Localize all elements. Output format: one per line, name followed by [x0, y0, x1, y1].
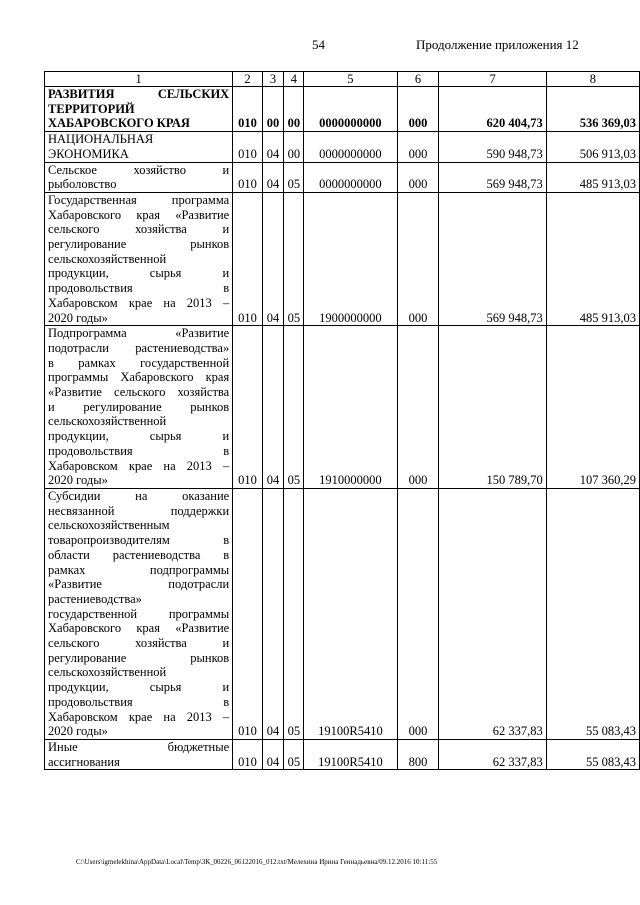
table-row [45, 87, 640, 132]
row-name-line: продовольствия в [48, 443, 230, 458]
expense-type-cell: 800 [397, 739, 439, 769]
row-name-line: Хабаровском крае на 2013 – [48, 295, 230, 310]
row-name-line: рамках подпрограммы [48, 562, 230, 577]
table-row [45, 739, 640, 769]
row-name-line: Хабаровском крае на 2013 – [48, 458, 230, 473]
row-name-line: регулирование рынков [48, 237, 230, 252]
row-name-cell [45, 87, 233, 132]
subsection-code-cell: 05 [284, 192, 304, 325]
table-row [45, 132, 640, 162]
table-row [45, 192, 640, 325]
amount-cell: 485 913,03 [546, 162, 639, 192]
row-name-line: области растениеводства в [48, 547, 230, 562]
row-name-cell [45, 192, 233, 325]
subsection-code-cell: 05 [284, 162, 304, 192]
row-name-line: РАЗВИТИЯ СЕЛЬСКИХ [48, 87, 230, 101]
row-name-line: продукции, сырья и [48, 266, 230, 281]
admin-code-cell: 010 [233, 739, 263, 769]
amount-cell: 485 913,03 [546, 192, 639, 325]
appendix-label: Продолжение приложения 12 [416, 37, 579, 52]
target-article-cell: 1910000000 [304, 326, 397, 489]
amount-cell: 569 948,73 [439, 192, 546, 325]
row-name-line: «Развитие сельского хозяйства [48, 385, 230, 400]
target-article-cell: 0000000000 [304, 132, 397, 162]
row-name-line: сельскохозяйственной [48, 665, 167, 680]
section-code-cell: 04 [262, 739, 284, 769]
amount-cell: 62 337,83 [439, 739, 546, 769]
row-name-line: сельскохозяйственной [48, 414, 167, 429]
row-name-line: продовольствия в [48, 694, 230, 709]
amount-cell: 150 789,70 [439, 326, 546, 489]
table-row [45, 326, 640, 489]
row-name-line: Сельское хозяйство и [48, 162, 230, 177]
row-name-line: Субсидии на оказание [48, 488, 230, 503]
amount-cell: 55 083,43 [546, 488, 639, 739]
amount-cell: 55 083,43 [546, 739, 639, 769]
row-name-line: Иные бюджетные [48, 739, 230, 754]
row-name-cell [45, 739, 233, 769]
section-code-cell: 04 [262, 326, 284, 489]
row-name-cell [45, 132, 233, 162]
subsection-code-cell: 00 [284, 87, 304, 132]
target-article-cell: 19100R5410 [304, 488, 397, 739]
row-name-line: Хабаровском крае на 2013 – [48, 709, 230, 724]
row-name-line: сельскохозяйственной [48, 251, 167, 266]
table-header-row [45, 72, 640, 87]
section-code-cell: 04 [262, 162, 284, 192]
column-header: 5 [304, 72, 397, 87]
column-header: 7 [439, 72, 546, 87]
subsection-code-cell: 05 [284, 488, 304, 739]
admin-code-cell: 010 [233, 87, 263, 132]
row-name-line: 2020 годы» [48, 310, 108, 325]
subsection-code-cell: 05 [284, 739, 304, 769]
row-name-line: товаропроизводителям в [48, 533, 230, 548]
column-header: 1 [45, 72, 233, 87]
table-row [45, 162, 640, 192]
column-header: 2 [233, 72, 263, 87]
amount-cell: 536 369,03 [546, 87, 639, 132]
row-name-line: 2020 годы» [48, 473, 108, 488]
row-name-line: «Развитие подотрасли [48, 577, 230, 592]
column-header: 6 [397, 72, 439, 87]
amount-cell: 62 337,83 [439, 488, 546, 739]
row-name-line: сельского хозяйства и [48, 636, 230, 651]
admin-code-cell: 010 [233, 326, 263, 489]
column-header: 3 [262, 72, 284, 87]
column-header: 8 [546, 72, 639, 87]
row-name-line: продукции, сырья и [48, 429, 230, 444]
row-name-line: ЭКОНОМИКА [48, 146, 129, 161]
target-article-cell: 1900000000 [304, 192, 397, 325]
amount-cell: 506 913,03 [546, 132, 639, 162]
subsection-code-cell: 05 [284, 326, 304, 489]
row-name-line: сельскохозяйственным [48, 518, 170, 533]
expense-type-cell: 000 [397, 192, 439, 325]
row-name-line: государственной программы [48, 606, 230, 621]
row-name-line: регулирование рынков [48, 650, 230, 665]
target-article-cell: 19100R5410 [304, 739, 397, 769]
expense-type-cell: 000 [397, 132, 439, 162]
target-article-cell: 0000000000 [304, 162, 397, 192]
row-name-line: в рамках государственной [48, 355, 230, 370]
row-name-cell [45, 162, 233, 192]
row-name-line: программы Хабаровского края [48, 370, 230, 385]
row-name-line: ХАБАРОВСКОГО КРАЯ [48, 116, 190, 131]
row-name-line: подотрасли растениеводства» [48, 340, 230, 355]
row-name-line: продовольствия в [48, 281, 230, 296]
section-code-cell: 00 [262, 87, 284, 132]
row-name-line: Подпрограмма «Развитие [48, 326, 230, 341]
row-name-line: сельского хозяйства и [48, 222, 230, 237]
row-name-line: 2020 годы» [48, 724, 108, 739]
subsection-code-cell: 00 [284, 132, 304, 162]
admin-code-cell: 010 [233, 192, 263, 325]
row-name-line: продукции, сырья и [48, 680, 230, 695]
amount-cell: 620 404,73 [439, 87, 546, 132]
amount-cell: 590 948,73 [439, 132, 546, 162]
page-number: 54 [312, 37, 325, 52]
row-name-line: ТЕРРИТОРИЙ [48, 101, 135, 116]
target-article-cell: 0000000000 [304, 87, 397, 132]
admin-code-cell: 010 [233, 132, 263, 162]
file-path-footer: C:\Users\igmelekhina\AppData\Local\Temp\ЗК_00226_06122016_012.txt/Мелехина Ирина Геннадьевна/09.12.2016 10:11:55 [76, 858, 438, 866]
row-name-line: Государственная программа [48, 192, 230, 207]
section-code-cell: 04 [262, 132, 284, 162]
expense-type-cell: 000 [397, 162, 439, 192]
row-name-line: ассигнования [48, 754, 120, 769]
row-name-line: Хабаровского края «Развитие [48, 207, 230, 222]
admin-code-cell: 010 [233, 488, 263, 739]
table-row [45, 488, 640, 739]
budget-table [44, 71, 640, 770]
row-name-line: Хабаровского края «Развитие [48, 621, 230, 636]
section-code-cell: 04 [262, 192, 284, 325]
section-code-cell: 04 [262, 488, 284, 739]
row-name-line: и регулирование рынков [48, 399, 230, 414]
budget-table-body [45, 72, 640, 770]
expense-type-cell: 000 [397, 87, 439, 132]
row-name-line: растениеводства» [48, 591, 142, 606]
admin-code-cell: 010 [233, 162, 263, 192]
amount-cell: 107 360,29 [546, 326, 639, 489]
row-name-line: рыболовство [48, 177, 117, 192]
row-name-cell [45, 326, 233, 489]
amount-cell: 569 948,73 [439, 162, 546, 192]
row-name-line: несвязанной поддержки [48, 503, 230, 518]
row-name-cell [45, 488, 233, 739]
expense-type-cell: 000 [397, 488, 439, 739]
column-header: 4 [284, 72, 304, 87]
row-name-line: НАЦИОНАЛЬНАЯ [48, 132, 154, 147]
expense-type-cell: 000 [397, 326, 439, 489]
